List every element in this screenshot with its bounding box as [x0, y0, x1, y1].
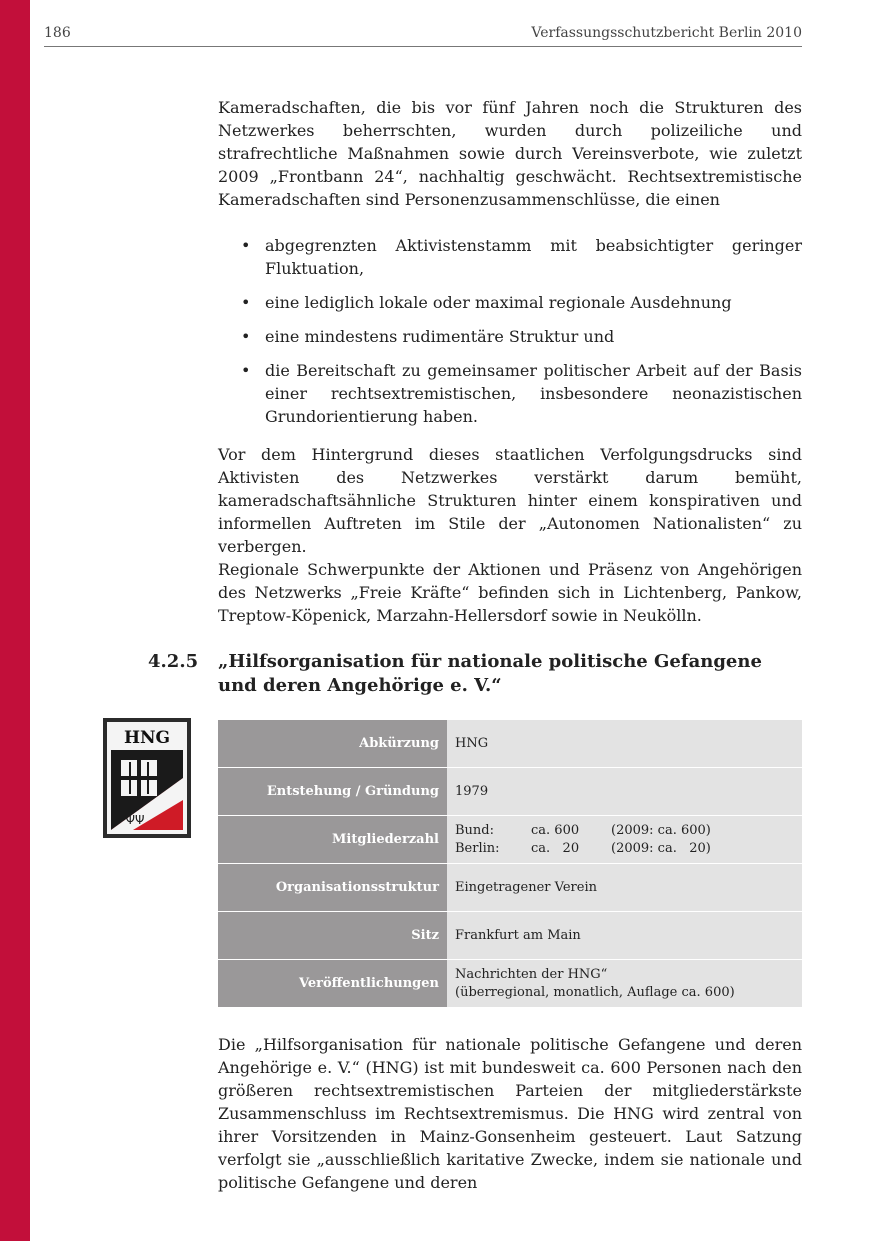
list-item: • eine mindestens rudimentäre Struktur und — [241, 327, 615, 346]
table-row — [218, 864, 802, 912]
member-row-bund: Bund: ca. 600 (2009: ca. 600) — [455, 822, 711, 838]
table-value: Eingetragener Verein — [447, 864, 802, 912]
bullet-icon: • — [241, 361, 251, 380]
table-label: Veröffentlichungen — [218, 960, 447, 1008]
table-row — [218, 768, 802, 816]
paragraph-text: Kameradschaften, die bis vor fünf Jahren noch die Strukturen des Netzwerkes beherrschten, wurden durch polizeiliche und strafrechtliche Maßnahmen sowie durch Vereinsverbote, wie zuletzt 2009 „Frontbann 24“, nachhaltig geschwächt. Rechtsextremistische Kameradschaften sind Personenzusammenschlüsse, die einen — [218, 98, 802, 209]
bullet-icon: • — [241, 327, 251, 346]
table-row — [218, 960, 802, 1008]
list-item: • eine lediglich lokale oder maximal regionale Ausdehnung — [241, 293, 732, 312]
bullet-icon: • — [241, 236, 251, 255]
paragraph-hng — [218, 1033, 802, 1194]
table-label: Sitz — [218, 912, 447, 960]
document-title: Verfassungsschutzbericht Berlin 2010 — [531, 25, 802, 41]
paragraph-text: Vor dem Hintergrund dieses staatlichen Verfolgungsdrucks sind Aktivisten des Netzwerkes verstärkt darum bemüht, kameradschaftsähnliche Strukturen hinter einem konspirativen und informellen Auftreten im Stile der „Autonomen Nationalisten“ zu verbergen. — [218, 445, 802, 556]
list-item: • die Bereitschaft zu gemeinsamer politischer Arbeit auf der Basis einer rechtsextremistischen, insbesondere neonazistischen Grundorientierung haben. — [241, 361, 802, 426]
publication-title: Nachrichten der HNG“ — [455, 966, 608, 982]
list-item: • abgegrenzten Aktivistenstamm mit beabsichtigter geringer Fluktuation, — [241, 236, 802, 278]
bullet-list — [218, 234, 802, 439]
table-row — [218, 720, 802, 768]
table-value: HNG — [447, 720, 802, 768]
table-label: Entstehung / Gründung — [218, 768, 447, 816]
member-row-berlin: Berlin: ca. 20 (2009: ca. 20) — [455, 840, 711, 856]
paragraph-schwerpunkte — [218, 558, 802, 627]
section-number: 4.2.5 — [148, 651, 199, 672]
paragraph-text: Die „Hilfsorganisation für nationale politische Gefangene und deren Angehörige e. V.“ (HNG) ist mit bundesweit ca. 600 Personen nach den größeren rechtsextremistischen Parteien der mitgliederstärkste Zusammenschluss im Rechtsextremismus. Die HNG wird zentral von ihrer Vorsitzenden in Mainz-Gonsenheim gesteuert. Laut Satzung verfolgt sie „ausschließlich karitative Zwecke, indem sie nationale und politische Gefangene und deren — [218, 1035, 802, 1192]
section-title: „Hilfsorganisation für nationale politische Gefangene und deren Angehörige e. V.“ — [218, 651, 762, 696]
hng-logo — [103, 718, 191, 838]
table-value — [447, 960, 802, 1008]
table-label: Abkürzung — [218, 720, 447, 768]
table-value: 1979 — [447, 768, 802, 816]
bullet-icon: • — [241, 293, 251, 312]
page-header — [44, 22, 802, 47]
page-number: 186 — [44, 25, 71, 41]
logo-mark: ΨΨ — [125, 813, 145, 827]
table-row — [218, 912, 802, 960]
table-label: Mitgliederzahl — [218, 816, 447, 864]
info-table — [218, 720, 802, 1008]
table-row — [218, 816, 802, 864]
paragraph-kameradschaften — [218, 96, 802, 211]
table-label: Organisationsstruktur — [218, 864, 447, 912]
paragraph-verfolgungsdruck — [218, 443, 802, 558]
paragraph-text: Regionale Schwerpunkte der Aktionen und Präsenz von Angehörigen des Netzwerks „Freie Kräfte“ befinden sich in Lichtenberg, Pankow, Treptow-Köpenick, Marzahn-Hellersdorf sowie in Neukölln. — [218, 560, 802, 625]
margin-color-bar — [0, 0, 30, 1241]
table-value: Frankfurt am Main — [447, 912, 802, 960]
publication-details: (überregional, monatlich, Auflage ca. 600) — [455, 984, 735, 1000]
table-value — [447, 816, 802, 864]
logo-text: HNG — [123, 728, 171, 748]
